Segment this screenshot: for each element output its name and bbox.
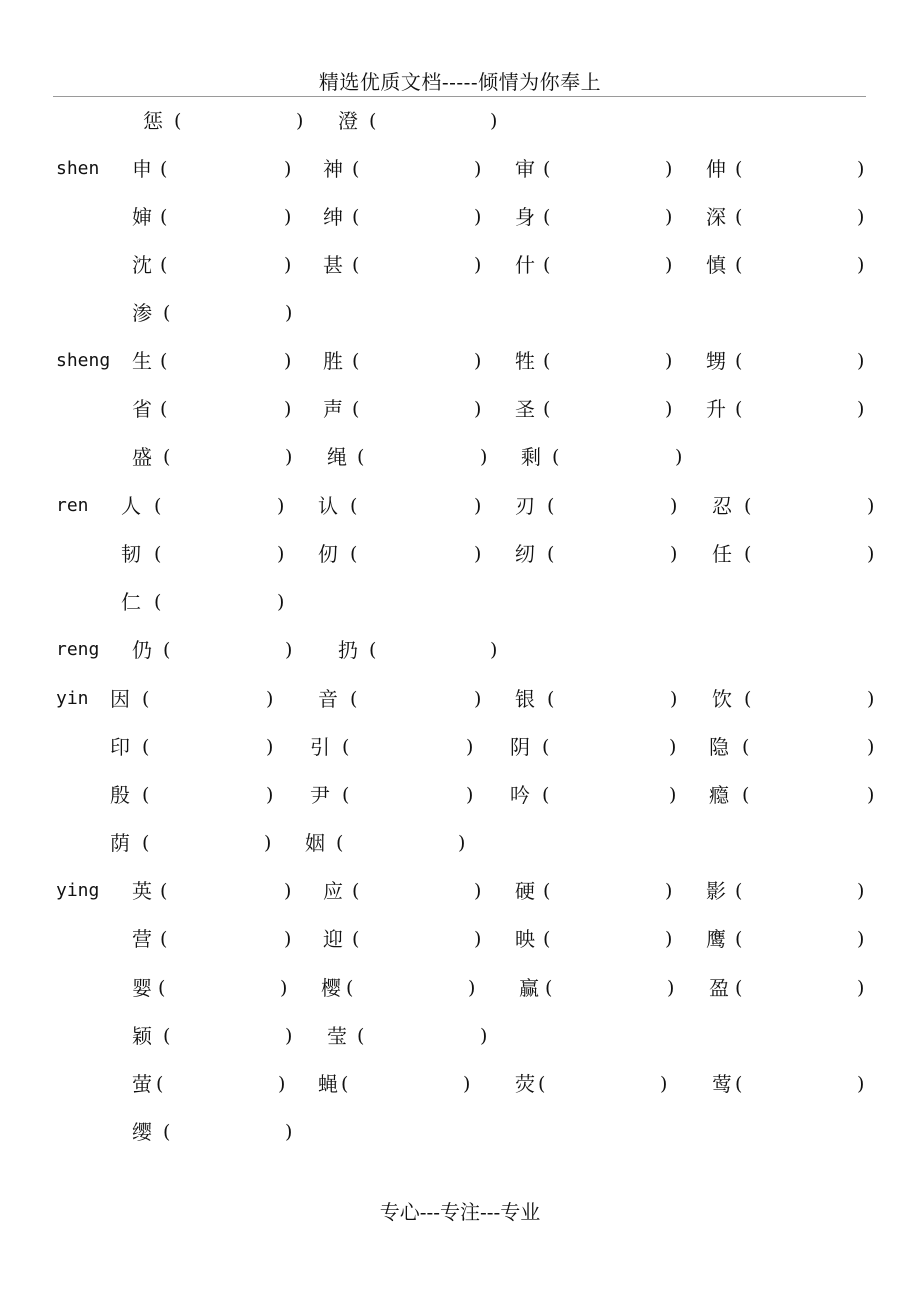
answer-blank-close: ) bbox=[474, 688, 482, 710]
character: 隐 bbox=[709, 735, 729, 759]
character: 婴 bbox=[132, 976, 152, 1000]
character: 省 bbox=[132, 397, 152, 421]
answer-blank-open: ( bbox=[543, 350, 551, 372]
answer-blank-open: ( bbox=[352, 206, 360, 228]
worksheet-row bbox=[0, 734, 920, 774]
character: 剩 bbox=[521, 445, 541, 469]
answer-blank-open: ( bbox=[735, 977, 743, 999]
answer-blank-open: ( bbox=[350, 688, 358, 710]
answer-blank-close: ) bbox=[474, 350, 482, 372]
pinyin-label: ying bbox=[56, 880, 100, 901]
answer-blank-close: ) bbox=[284, 350, 292, 372]
page-footer: 专心---专注---专业 bbox=[379, 1200, 541, 1224]
answer-blank-close: ) bbox=[285, 639, 293, 661]
answer-blank-open: ( bbox=[547, 543, 555, 565]
answer-blank-open: ( bbox=[160, 880, 168, 902]
answer-blank-open: ( bbox=[160, 206, 168, 228]
answer-blank-close: ) bbox=[867, 736, 875, 758]
character: 人 bbox=[121, 494, 141, 518]
character: 神 bbox=[323, 157, 343, 181]
answer-blank-open: ( bbox=[552, 446, 560, 468]
answer-blank-close: ) bbox=[857, 206, 865, 228]
character: 阴 bbox=[510, 735, 530, 759]
character: 澄 bbox=[338, 109, 358, 133]
worksheet-row bbox=[0, 686, 920, 726]
character: 印 bbox=[110, 735, 130, 759]
answer-blank-close: ) bbox=[857, 880, 865, 902]
answer-blank-close: ) bbox=[857, 350, 865, 372]
answer-blank-close: ) bbox=[284, 158, 292, 180]
worksheet-row bbox=[0, 493, 920, 533]
answer-blank-open: ( bbox=[735, 928, 743, 950]
answer-blank-open: ( bbox=[160, 398, 168, 420]
worksheet-row bbox=[0, 589, 920, 629]
answer-blank-open: ( bbox=[369, 110, 377, 132]
answer-blank-close: ) bbox=[284, 880, 292, 902]
worksheet-row bbox=[0, 637, 920, 677]
answer-blank-close: ) bbox=[463, 1073, 471, 1095]
answer-blank-open: ( bbox=[538, 1073, 546, 1095]
answer-blank-open: ( bbox=[350, 543, 358, 565]
worksheet-row bbox=[0, 348, 920, 388]
character: 仍 bbox=[132, 638, 152, 662]
answer-blank-close: ) bbox=[867, 688, 875, 710]
character: 映 bbox=[515, 927, 535, 951]
answer-blank-open: ( bbox=[341, 1073, 349, 1095]
answer-blank-close: ) bbox=[278, 1073, 286, 1095]
answer-blank-open: ( bbox=[744, 543, 752, 565]
character: 殷 bbox=[110, 783, 130, 807]
character: 身 bbox=[515, 205, 535, 229]
character: 慎 bbox=[706, 253, 726, 277]
character: 惩 bbox=[143, 109, 163, 133]
pinyin-label: ren bbox=[56, 495, 89, 516]
character: 因 bbox=[110, 687, 130, 711]
answer-blank-open: ( bbox=[542, 736, 550, 758]
answer-blank-close: ) bbox=[285, 446, 293, 468]
answer-blank-open: ( bbox=[163, 446, 171, 468]
character: 仁 bbox=[121, 590, 141, 614]
answer-blank-open: ( bbox=[542, 784, 550, 806]
character: 硬 bbox=[515, 879, 535, 903]
answer-blank-open: ( bbox=[547, 495, 555, 517]
character: 荫 bbox=[110, 831, 130, 855]
pinyin-label: shen bbox=[56, 158, 100, 179]
character: 缨 bbox=[132, 1120, 152, 1144]
answer-blank-open: ( bbox=[163, 302, 171, 324]
character: 审 bbox=[515, 157, 535, 181]
character: 盈 bbox=[709, 976, 729, 1000]
answer-blank-open: ( bbox=[154, 591, 162, 613]
answer-blank-open: ( bbox=[543, 928, 551, 950]
answer-blank-open: ( bbox=[742, 736, 750, 758]
character: 纫 bbox=[515, 542, 535, 566]
character: 胜 bbox=[323, 349, 343, 373]
answer-blank-close: ) bbox=[669, 784, 677, 806]
answer-blank-close: ) bbox=[284, 254, 292, 276]
answer-blank-open: ( bbox=[346, 977, 354, 999]
answer-blank-open: ( bbox=[160, 928, 168, 950]
worksheet-row bbox=[0, 975, 920, 1015]
answer-blank-close: ) bbox=[665, 398, 673, 420]
answer-blank-close: ) bbox=[490, 110, 498, 132]
answer-blank-open: ( bbox=[342, 736, 350, 758]
answer-blank-close: ) bbox=[468, 977, 476, 999]
answer-blank-close: ) bbox=[277, 543, 285, 565]
character: 荧 bbox=[515, 1072, 535, 1096]
answer-blank-open: ( bbox=[735, 206, 743, 228]
answer-blank-close: ) bbox=[264, 832, 272, 854]
character: 生 bbox=[132, 349, 152, 373]
character: 深 bbox=[706, 205, 726, 229]
answer-blank-close: ) bbox=[285, 302, 293, 324]
answer-blank-close: ) bbox=[480, 1025, 488, 1047]
answer-blank-open: ( bbox=[744, 495, 752, 517]
answer-blank-close: ) bbox=[285, 1025, 293, 1047]
character: 蝇 bbox=[318, 1072, 338, 1096]
answer-blank-open: ( bbox=[352, 254, 360, 276]
pinyin-label: sheng bbox=[56, 350, 111, 371]
answer-blank-open: ( bbox=[158, 977, 166, 999]
answer-blank-close: ) bbox=[284, 206, 292, 228]
answer-blank-close: ) bbox=[669, 736, 677, 758]
answer-blank-open: ( bbox=[352, 350, 360, 372]
answer-blank-close: ) bbox=[857, 398, 865, 420]
character: 吟 bbox=[510, 783, 530, 807]
character: 绳 bbox=[327, 445, 347, 469]
character: 盛 bbox=[132, 445, 152, 469]
answer-blank-close: ) bbox=[667, 977, 675, 999]
worksheet-row bbox=[0, 396, 920, 436]
answer-blank-close: ) bbox=[285, 1121, 293, 1143]
character: 韧 bbox=[121, 542, 141, 566]
answer-blank-close: ) bbox=[474, 206, 482, 228]
character: 沈 bbox=[132, 253, 152, 277]
character: 申 bbox=[132, 157, 152, 181]
answer-blank-open: ( bbox=[174, 110, 182, 132]
worksheet-row bbox=[0, 156, 920, 196]
answer-blank-close: ) bbox=[474, 928, 482, 950]
header-divider bbox=[53, 96, 866, 97]
answer-blank-close: ) bbox=[277, 591, 285, 613]
character: 萤 bbox=[132, 1072, 152, 1096]
answer-blank-close: ) bbox=[458, 832, 466, 854]
answer-blank-open: ( bbox=[735, 254, 743, 276]
character: 应 bbox=[323, 879, 343, 903]
answer-blank-open: ( bbox=[156, 1073, 164, 1095]
answer-blank-open: ( bbox=[742, 784, 750, 806]
answer-blank-close: ) bbox=[665, 350, 673, 372]
answer-blank-close: ) bbox=[474, 398, 482, 420]
answer-blank-open: ( bbox=[744, 688, 752, 710]
answer-blank-close: ) bbox=[665, 158, 673, 180]
answer-blank-open: ( bbox=[352, 880, 360, 902]
answer-blank-open: ( bbox=[163, 1025, 171, 1047]
answer-blank-close: ) bbox=[857, 254, 865, 276]
answer-blank-close: ) bbox=[474, 254, 482, 276]
answer-blank-close: ) bbox=[660, 1073, 668, 1095]
worksheet-row bbox=[0, 444, 920, 484]
character: 任 bbox=[712, 542, 732, 566]
worksheet-row bbox=[0, 782, 920, 822]
answer-blank-close: ) bbox=[867, 784, 875, 806]
character: 莹 bbox=[327, 1024, 347, 1048]
worksheet-row bbox=[0, 878, 920, 918]
answer-blank-close: ) bbox=[665, 254, 673, 276]
answer-blank-close: ) bbox=[284, 398, 292, 420]
answer-blank-open: ( bbox=[543, 206, 551, 228]
character: 伸 bbox=[706, 157, 726, 181]
answer-blank-close: ) bbox=[867, 543, 875, 565]
character: 鹰 bbox=[706, 927, 726, 951]
character: 甚 bbox=[323, 253, 343, 277]
answer-blank-open: ( bbox=[735, 158, 743, 180]
character: 渗 bbox=[132, 301, 152, 325]
pinyin-label: yin bbox=[56, 688, 89, 709]
character: 迎 bbox=[323, 927, 343, 951]
worksheet-row bbox=[0, 1119, 920, 1159]
character: 扔 bbox=[338, 638, 358, 662]
answer-blank-close: ) bbox=[474, 880, 482, 902]
character: 瘾 bbox=[709, 783, 729, 807]
answer-blank-close: ) bbox=[284, 928, 292, 950]
character: 英 bbox=[132, 879, 152, 903]
worksheet-row bbox=[0, 252, 920, 292]
answer-blank-open: ( bbox=[142, 832, 150, 854]
character: 赢 bbox=[519, 976, 539, 1000]
answer-blank-open: ( bbox=[163, 639, 171, 661]
answer-blank-open: ( bbox=[163, 1121, 171, 1143]
answer-blank-close: ) bbox=[670, 495, 678, 517]
character: 甥 bbox=[706, 349, 726, 373]
worksheet-row bbox=[0, 830, 920, 870]
answer-blank-close: ) bbox=[296, 110, 304, 132]
answer-blank-open: ( bbox=[735, 398, 743, 420]
character: 颖 bbox=[132, 1024, 152, 1048]
worksheet-row bbox=[0, 204, 920, 244]
character: 樱 bbox=[321, 976, 341, 1000]
character: 婶 bbox=[132, 205, 152, 229]
answer-blank-close: ) bbox=[466, 736, 474, 758]
answer-blank-open: ( bbox=[369, 639, 377, 661]
answer-blank-close: ) bbox=[474, 495, 482, 517]
answer-blank-close: ) bbox=[857, 928, 865, 950]
answer-blank-open: ( bbox=[352, 398, 360, 420]
answer-blank-open: ( bbox=[357, 1025, 365, 1047]
answer-blank-close: ) bbox=[665, 206, 673, 228]
answer-blank-open: ( bbox=[160, 158, 168, 180]
answer-blank-close: ) bbox=[675, 446, 683, 468]
character: 牲 bbox=[515, 349, 535, 373]
answer-blank-open: ( bbox=[735, 880, 743, 902]
answer-blank-open: ( bbox=[543, 158, 551, 180]
answer-blank-close: ) bbox=[490, 639, 498, 661]
character: 莺 bbox=[712, 1072, 732, 1096]
character: 仞 bbox=[318, 542, 338, 566]
answer-blank-open: ( bbox=[352, 158, 360, 180]
answer-blank-close: ) bbox=[665, 928, 673, 950]
answer-blank-close: ) bbox=[474, 158, 482, 180]
answer-blank-close: ) bbox=[670, 688, 678, 710]
answer-blank-open: ( bbox=[160, 350, 168, 372]
character: 饮 bbox=[712, 687, 732, 711]
worksheet-row bbox=[0, 108, 920, 148]
character: 姻 bbox=[305, 831, 325, 855]
answer-blank-close: ) bbox=[480, 446, 488, 468]
character: 影 bbox=[706, 879, 726, 903]
answer-blank-open: ( bbox=[735, 350, 743, 372]
answer-blank-close: ) bbox=[665, 880, 673, 902]
character: 声 bbox=[323, 397, 343, 421]
character: 银 bbox=[515, 687, 535, 711]
character: 刃 bbox=[515, 494, 535, 518]
answer-blank-close: ) bbox=[466, 784, 474, 806]
answer-blank-close: ) bbox=[474, 543, 482, 565]
worksheet-row bbox=[0, 300, 920, 340]
character: 尹 bbox=[310, 783, 330, 807]
answer-blank-open: ( bbox=[154, 543, 162, 565]
answer-blank-close: ) bbox=[867, 495, 875, 517]
answer-blank-close: ) bbox=[280, 977, 288, 999]
pinyin-label: reng bbox=[56, 639, 100, 660]
answer-blank-open: ( bbox=[547, 688, 555, 710]
answer-blank-open: ( bbox=[350, 495, 358, 517]
answer-blank-close: ) bbox=[277, 495, 285, 517]
answer-blank-close: ) bbox=[857, 977, 865, 999]
character: 绅 bbox=[323, 205, 343, 229]
worksheet-row bbox=[0, 1023, 920, 1063]
page-header: 精选优质文档-----倾情为你奉上 bbox=[318, 70, 602, 94]
answer-blank-open: ( bbox=[543, 254, 551, 276]
character: 认 bbox=[318, 494, 338, 518]
worksheet-row bbox=[0, 926, 920, 966]
worksheet-row bbox=[0, 541, 920, 581]
answer-blank-open: ( bbox=[543, 880, 551, 902]
answer-blank-close: ) bbox=[670, 543, 678, 565]
answer-blank-open: ( bbox=[357, 446, 365, 468]
character: 升 bbox=[706, 397, 726, 421]
answer-blank-open: ( bbox=[142, 736, 150, 758]
answer-blank-close: ) bbox=[266, 784, 274, 806]
answer-blank-open: ( bbox=[142, 688, 150, 710]
answer-blank-open: ( bbox=[352, 928, 360, 950]
answer-blank-open: ( bbox=[142, 784, 150, 806]
character: 忍 bbox=[712, 494, 732, 518]
answer-blank-close: ) bbox=[266, 688, 274, 710]
answer-blank-open: ( bbox=[543, 398, 551, 420]
character: 营 bbox=[132, 927, 152, 951]
answer-blank-close: ) bbox=[857, 1073, 865, 1095]
worksheet-row bbox=[0, 1071, 920, 1111]
character: 音 bbox=[318, 687, 338, 711]
answer-blank-close: ) bbox=[857, 158, 865, 180]
answer-blank-open: ( bbox=[545, 977, 553, 999]
character: 引 bbox=[310, 735, 330, 759]
answer-blank-open: ( bbox=[160, 254, 168, 276]
answer-blank-open: ( bbox=[735, 1073, 743, 1095]
character: 什 bbox=[515, 253, 535, 277]
answer-blank-open: ( bbox=[336, 832, 344, 854]
answer-blank-open: ( bbox=[154, 495, 162, 517]
answer-blank-open: ( bbox=[342, 784, 350, 806]
character: 圣 bbox=[515, 397, 535, 421]
answer-blank-close: ) bbox=[266, 736, 274, 758]
